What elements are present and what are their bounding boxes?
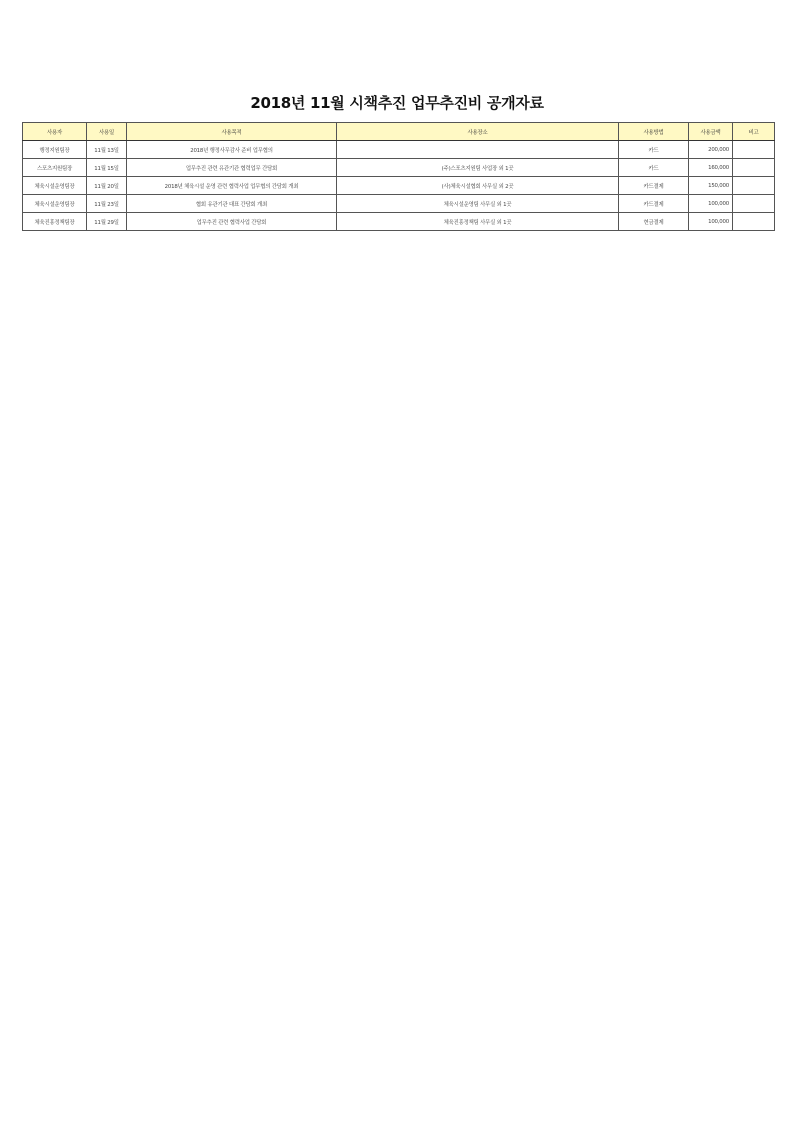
header-amount: 사용금액: [689, 123, 733, 141]
table-header-row: [23, 123, 775, 141]
cell-note: [733, 213, 775, 231]
cell-place: (주)스포츠지원팀 사업장 외 1곳: [337, 159, 619, 177]
cell-date: 11월 23일: [87, 195, 127, 213]
cell-method: 카드: [619, 159, 689, 177]
cell-place: 체육진흥정책팀 사무실 외 1곳: [337, 213, 619, 231]
table-row: [23, 213, 775, 231]
cell-user: 체육진흥정책팀장: [23, 213, 87, 231]
cell-amount: 100,000: [689, 213, 733, 231]
cell-purpose: 업무추진 관련 유관기관 협력업무 간담회: [127, 159, 337, 177]
header-user: 사용자: [23, 123, 87, 141]
header-date: 사용일: [87, 123, 127, 141]
document-title: 2018년 11월 시책추진 업무추진비 공개자료: [250, 94, 544, 112]
header-place: 사용장소: [337, 123, 619, 141]
cell-date: 11월 29일: [87, 213, 127, 231]
cell-amount: 160,000: [689, 159, 733, 177]
cell-place: (사)체육시설협회 사무실 외 2곳: [337, 177, 619, 195]
cell-amount: 100,000: [689, 195, 733, 213]
header-note: 비고: [733, 123, 775, 141]
cell-method: 카드결제: [619, 195, 689, 213]
header-purpose: 사용목적: [127, 123, 337, 141]
table-row: [23, 177, 775, 195]
expense-table: [22, 122, 775, 231]
cell-user: 체육시설운영팀장: [23, 195, 87, 213]
cell-user: 체육시설운영팀장: [23, 177, 87, 195]
cell-user: 행정지원팀장: [23, 141, 87, 159]
table-row: [23, 141, 775, 159]
cell-place: 체육시설운영팀 사무실 외 1곳: [337, 195, 619, 213]
cell-date: 11월 13일: [87, 141, 127, 159]
cell-date: 11월 15일: [87, 159, 127, 177]
cell-note: [733, 195, 775, 213]
cell-amount: 200,000: [689, 141, 733, 159]
cell-user: 스포츠지원팀장: [23, 159, 87, 177]
table-row: [23, 159, 775, 177]
cell-purpose: 업무추진 관련 협력사업 간담회: [127, 213, 337, 231]
cell-purpose: 2018년 체육시설 운영 관련 협력사업 업무협의 간담회 개최: [127, 177, 337, 195]
cell-amount: 150,000: [689, 177, 733, 195]
cell-note: [733, 159, 775, 177]
cell-purpose: 2018년 행정사무감사 준비 업무협의: [127, 141, 337, 159]
cell-method: 카드: [619, 141, 689, 159]
cell-place: [337, 141, 619, 159]
table-row: [23, 195, 775, 213]
cell-method: 현금결제: [619, 213, 689, 231]
cell-note: [733, 177, 775, 195]
cell-method: 카드결제: [619, 177, 689, 195]
cell-date: 11월 20일: [87, 177, 127, 195]
header-method: 사용방법: [619, 123, 689, 141]
cell-purpose: 협회 유관기관 대표 간담회 개최: [127, 195, 337, 213]
cell-note: [733, 141, 775, 159]
